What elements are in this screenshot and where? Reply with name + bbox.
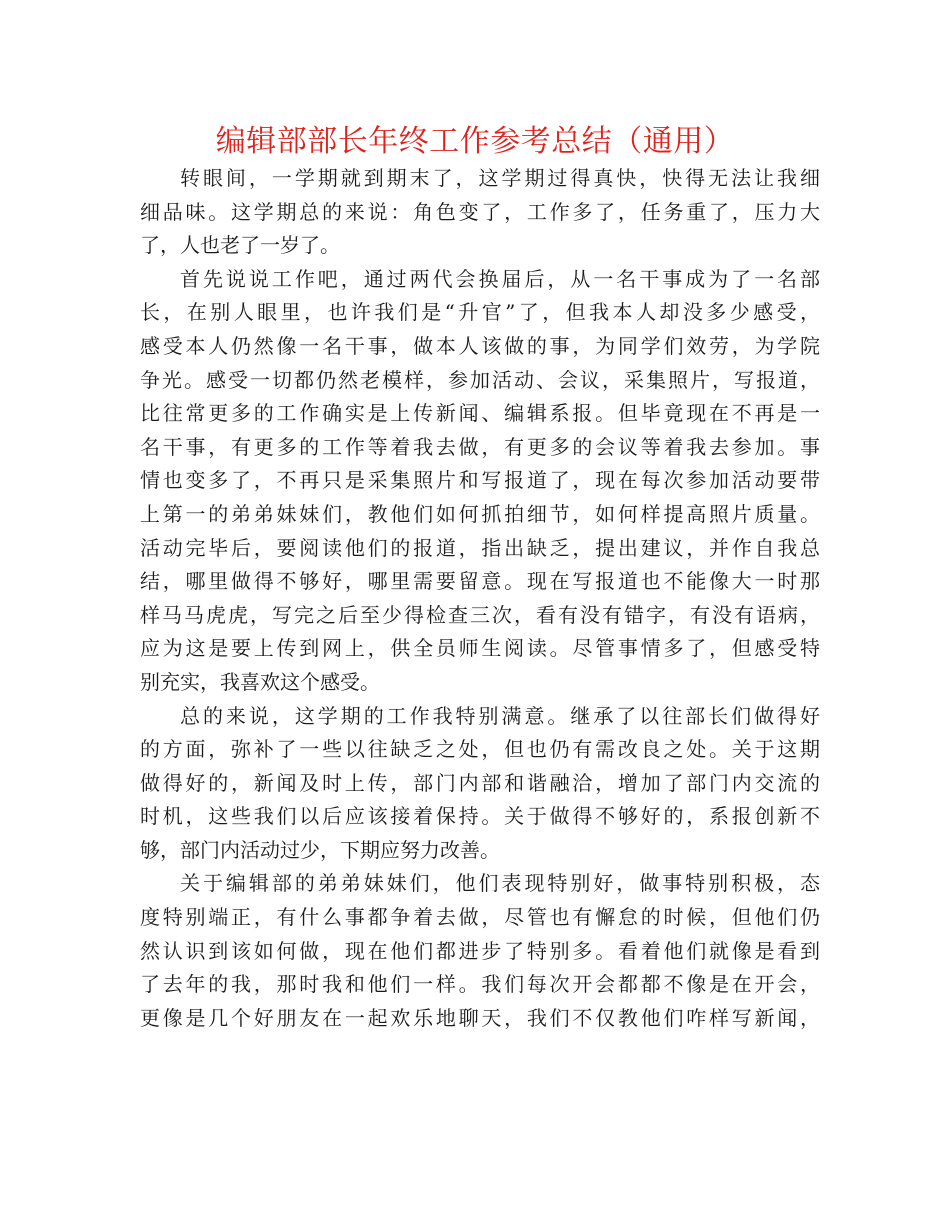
document-title: 编辑部部长年终工作参考总结（通用） [215, 124, 735, 159]
text-line: 的方面，弥补了一些以往缺乏之处，但也仍有需改良之处。关于这期 [140, 737, 820, 762]
paragraph-4 [140, 867, 820, 1035]
text-line: 时机，这些我们以后应该接着保持。关于做得不够好的，系报创新不 [140, 804, 820, 829]
text-line: 应为这是要上传到网上，供全员师生阅读。尽管事情多了，但感受特 [140, 636, 820, 661]
text-line: 争光。感受一切都仍然老模样，参加活动、会议，采集照片，写报道， [140, 367, 820, 392]
text-line: 够，部门内活动过少，下期应努力改善。 [140, 837, 500, 862]
text-line: 然认识到该如何做，现在他们都进步了特别多。看着他们就像是看到 [140, 938, 820, 963]
text-line: 别充实，我喜欢这个感受。 [140, 669, 380, 694]
text-line: 转眼间，一学期就到期末了，这学期过得真快，快得无法让我细 [180, 166, 820, 190]
text-line: 感受本人仍然像一名干事，做本人该做的事，为同学们效劳，为学院 [140, 333, 820, 358]
text-line: 总的来说，这学期的工作我特别满意。继承了以往部长们做得好 [180, 703, 820, 728]
text-line: 了，人也老了一岁了。 [140, 233, 340, 258]
paragraph-1 [140, 162, 820, 263]
text-line: 了去年的我，那时我和他们一样。我们每次开会都都不像是在开会， [140, 972, 820, 997]
text-line: 情也变多了，不再只是采集照片和写报道了，现在每次参加活动要带 [140, 468, 820, 493]
text-line: 首先说说工作吧，通过两代会换届后，从一名干事成为了一名部 [180, 266, 820, 291]
text-line: 做得好的，新闻及时上传，部门内部和谐融洽，增加了部门内交流的 [140, 770, 820, 795]
text-line: 名干事，有更多的工作等着我去做，有更多的会议等着我去参加。事 [140, 434, 820, 459]
paragraph-3 [140, 700, 820, 868]
text-line: 细品味。这学期总的来说：角色变了，工作多了，任务重了，压力大 [140, 199, 820, 224]
text-line: 长，在别人眼里，也许我们是“升官”了，但我本人却没多少感受， [140, 300, 820, 325]
text-line: 比往常更多的工作确实是上传新闻、编辑系报。但毕竟现在不再是一 [140, 401, 820, 426]
text-line: 度特别端正，有什么事都争着去做，尽管也有懈怠的时候，但他们仍 [140, 905, 820, 930]
text-line: 上第一的弟弟妹妹们，教他们如何抓拍细节，如何样提高照片质量。 [140, 501, 820, 526]
text-line: 活动完毕后，要阅读他们的报道，指出缺乏，提出建议，并作自我总 [140, 535, 820, 560]
text-line: 关于编辑部的弟弟妹妹们，他们表现特别好，做事特别积极，态 [180, 871, 820, 896]
text-line: 更像是几个好朋友在一起欢乐地聊天，我们不仅教他们咋样写新闻， [140, 1005, 820, 1030]
text-line: 结，哪里做得不够好，哪里需要留意。现在写报道也不能像大一时那 [140, 569, 820, 594]
document-body [140, 162, 820, 1035]
text-line: 样马马虎虎，写完之后至少得检查三次，看有没有错字，有没有语病， [140, 602, 820, 627]
paragraph-2 [140, 263, 820, 700]
